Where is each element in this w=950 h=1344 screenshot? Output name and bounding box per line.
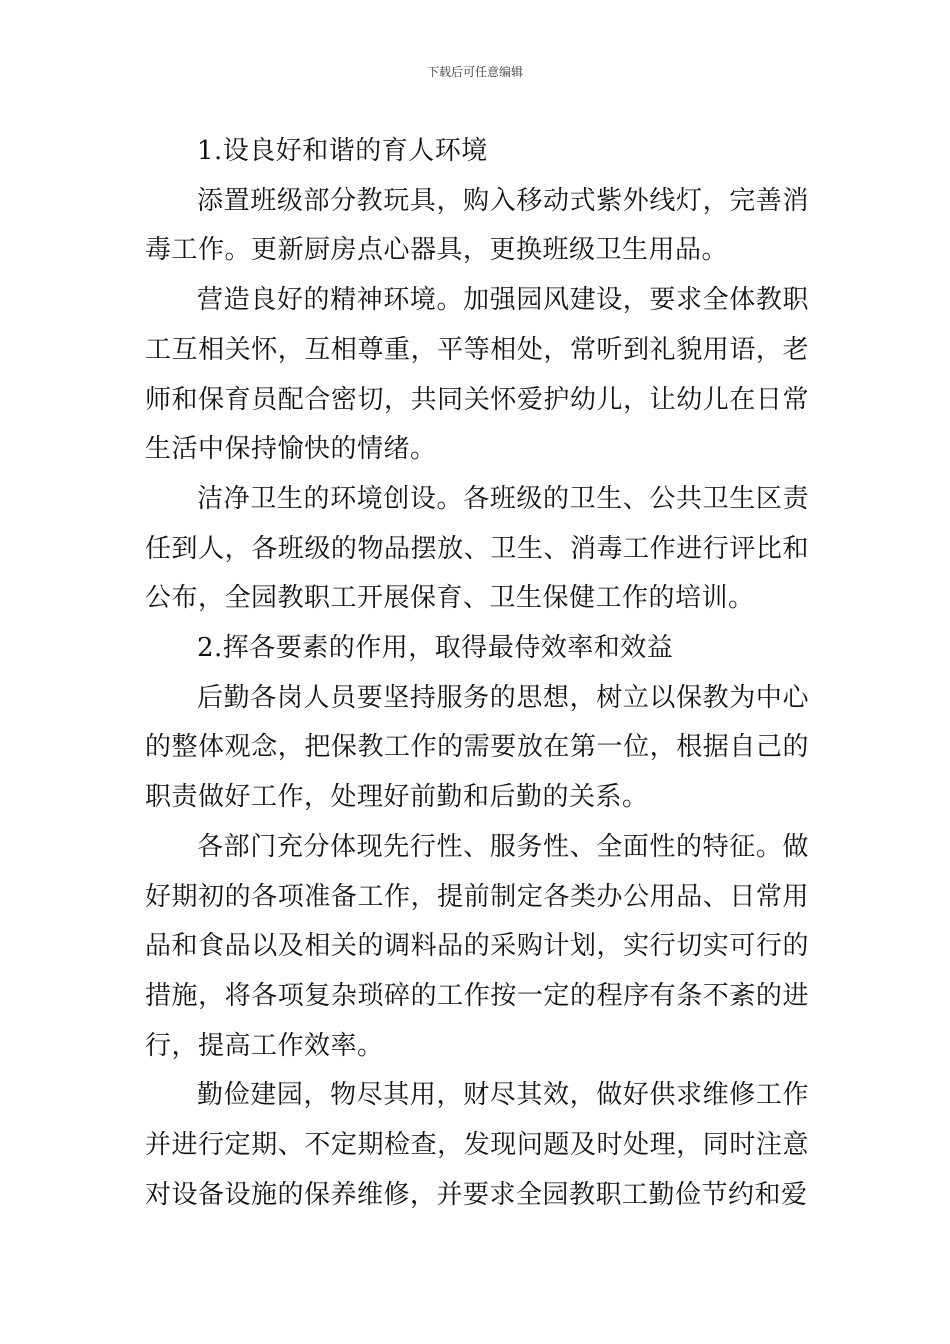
paragraph: 添置班级部分教玩具，购入移动式紫外线灯，完善消毒工作。更新厨房点心器具，更换班级卫生用品。 xyxy=(145,185,809,266)
page-header-note: 下载后可任意编辑 xyxy=(426,65,523,79)
paragraph: 各部门充分体现先行性、服务性、全面性的特征。做好期初的各项准备工作，提前制定各类办公用品、日常用品和食品以及相关的调料品的采购计划，实行切实可行的措施，将各项复杂琐碎的工作按一定的程序有条不紊的进行，提高工作效率。 xyxy=(145,831,809,1061)
paragraph: 后勤各岗人员要坚持服务的思想，树立以保教为中心的整体观念，把保教工作的需要放在第一位，根据自己的职责做好工作，处理好前勤和后勤的关系。 xyxy=(145,682,809,813)
document-body xyxy=(145,127,809,1220)
paragraph: 洁净卫生的环境创设。各班级的卫生、公共卫生区责任到人，各班级的物品摆放、卫生、消毒工作进行评比和公布，全园教职工开展保育、卫生保健工作的培训。 xyxy=(145,483,809,614)
paragraph: 勤俭建园，物尽其用，财尽其效，做好供求维修工作并进行定期、不定期检查，发现问题及时处理，同时注意对设备设施的保养维修，并要求全园教职工勤俭节约和爱 xyxy=(145,1080,809,1210)
section-heading-1: 1.设良好和谐的育人环境 xyxy=(197,136,488,166)
section-heading-2: 2.挥各要素的作用，取得最侍效率和效益 xyxy=(197,633,674,664)
paragraph: 营造良好的精神环境。加强园风建设，要求全体教职工互相关怀，互相尊重，平等相处，常听到礼貌用语，老师和保育员配合密切，共同关怀爱护幼儿，让幼儿在日常生活中保持愉快的情绪。 xyxy=(145,285,809,465)
